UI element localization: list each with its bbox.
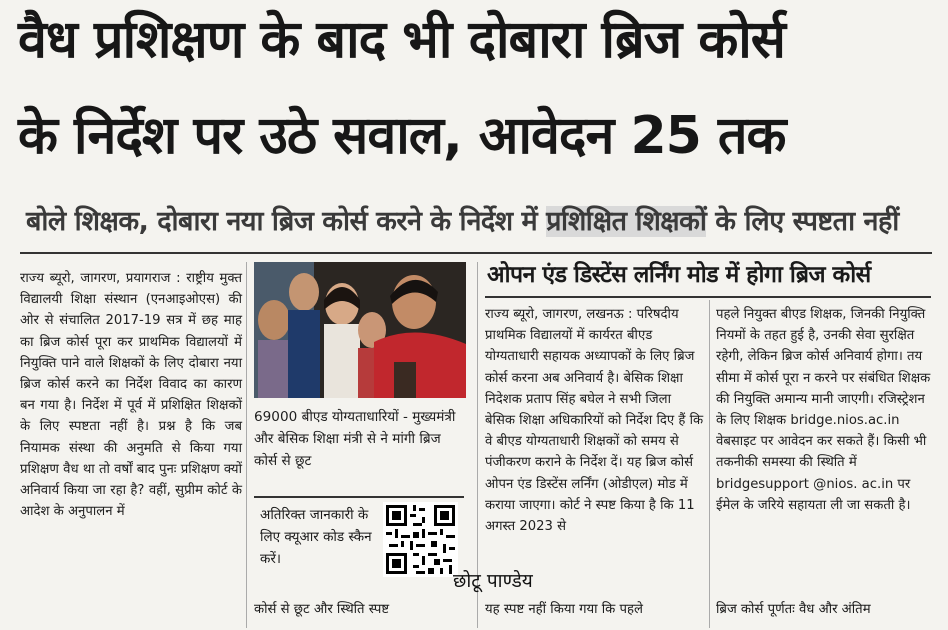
photo-caption: 69000 बीएड योग्यताधारियों - मुख्यमंत्री और बेसिक शिक्षा मंत्री से ने मांगी ब्रिज कोर्स से छूट (254, 409, 456, 469)
bottom-line-col4: ब्रिज कोर्स पूर्णतः वैध और अंतिम (716, 602, 871, 617)
article-column-2: राज्य ब्यूरो, जागरण, लखनऊ : परिषदीय प्राथमिक विद्यालयों में कार्यरत बीएड योग्यताधारी सहायक अध्यापकों के लिए ब्रिज कोर्स करना अब अनिवार्य है। बेसिक शिक्षा निदेशक प्रताप सिंह बघेल ने सभी जिला बेसिक शिक्षा अधिकारियों को निर्देश दिए हैं कि वे बीएड योग्यताधारी शिक्षकों को समय से पंजीकरण कराने के निर्देश दें। यह ब्रिज कोर्स ओपन एंड डिस्टेंस लर्निंग (ओडीएल) मोड में कराया जाएगा। कोर्ट ने स्पष्ट किया है कि 11 अगस्त 2023 से (485, 307, 704, 535)
signature: छोटू पाण्डेय (453, 570, 533, 592)
students-photo (254, 262, 466, 398)
subheadline-divider (20, 252, 932, 254)
qr-code-icon[interactable] (383, 502, 458, 577)
column-divider (709, 300, 710, 628)
qr-info-text: अतिरिक्त जानकारी के लिए क्यूआर कोड स्कैन करें। (260, 507, 372, 567)
students-illustration (254, 262, 466, 398)
subheadline-highlight: प्रशिक्षित शिक्षकों (546, 206, 707, 237)
column-divider (246, 262, 247, 628)
section-title-divider (485, 296, 931, 298)
subheadline-after: के लिए स्पष्टता नहीं (706, 206, 899, 237)
article-column-1: राज्य ब्यूरो, जागरण, प्रयागराज : राष्ट्रीय मुक्त विद्यालयी शिक्षा संस्थान (एनआइओएस) की ओर से संचालित 2017-19 सत्र में छह माह का ब्रिज कोर्स पूरा कर प्राथमिक विद्यालयों में नियुक्ति पाने वाले शिक्षकों के लिए दोबारा नया ब्रिज कोर्स करने का निर्देश विवाद का कारण बन गया है। निर्देश में पूर्व में प्रशिक्षित शिक्षकों के लिए स्पष्टता नहीं है। प्रश्न है कि जब नियामक संस्था की अनुमति से किया गया प्रशिक्षण वैध था तो वर्षों बाद पुनः प्रशिक्षण क्यों अनिवार्य किया जा रहा है? वहीं, सुप्रीम कोर्ट के आदेश के अनुपालन में (20, 271, 242, 520)
subheadline (26, 202, 899, 242)
article-column-3: पहले नियुक्त बीएड शिक्षक, जिनकी नियुक्ति नियमों के तहत हुई है, उनकी सेवा सुरक्षित रहेगी, लेकिन ब्रिज कोर्स अनिवार्य होगा। तय सीमा में कोर्स पूरा न करने पर संबंधित शिक्षक की नियुक्ति अमान्य मानी जाएगी। रजिस्ट्रेशन के लिए शिक्षक bridge.nios.ac.in वेबसाइट पर आवेदन कर सकते हैं। किसी भी तकनीकी समस्या की स्थिति में bridgesupport @nios. ac.in पर ईमेल के जरिये सहायता ली जा सकती है। (716, 307, 931, 513)
bottom-line-col2: कोर्स से छूट और स्थिति स्पष्ट (254, 602, 390, 617)
headline-line-2: के निर्देश पर उठे सवाल, आवेदन 25 तक (18, 106, 786, 166)
headline-line-1: वैध प्रशिक्षण के बाद भी दोबारा ब्रिज कोर्स (18, 10, 785, 70)
bottom-line-col3: यह स्पष्ट नहीं किया गया कि पहले (485, 602, 643, 617)
section-title: ओपन एंड डिस्टेंस लर्निंग मोड में होगा ब्रिज कोर्स (487, 262, 871, 288)
subheadline-before: बोले शिक्षक, दोबारा नया ब्रिज कोर्स करने के निर्देश में (26, 206, 547, 237)
